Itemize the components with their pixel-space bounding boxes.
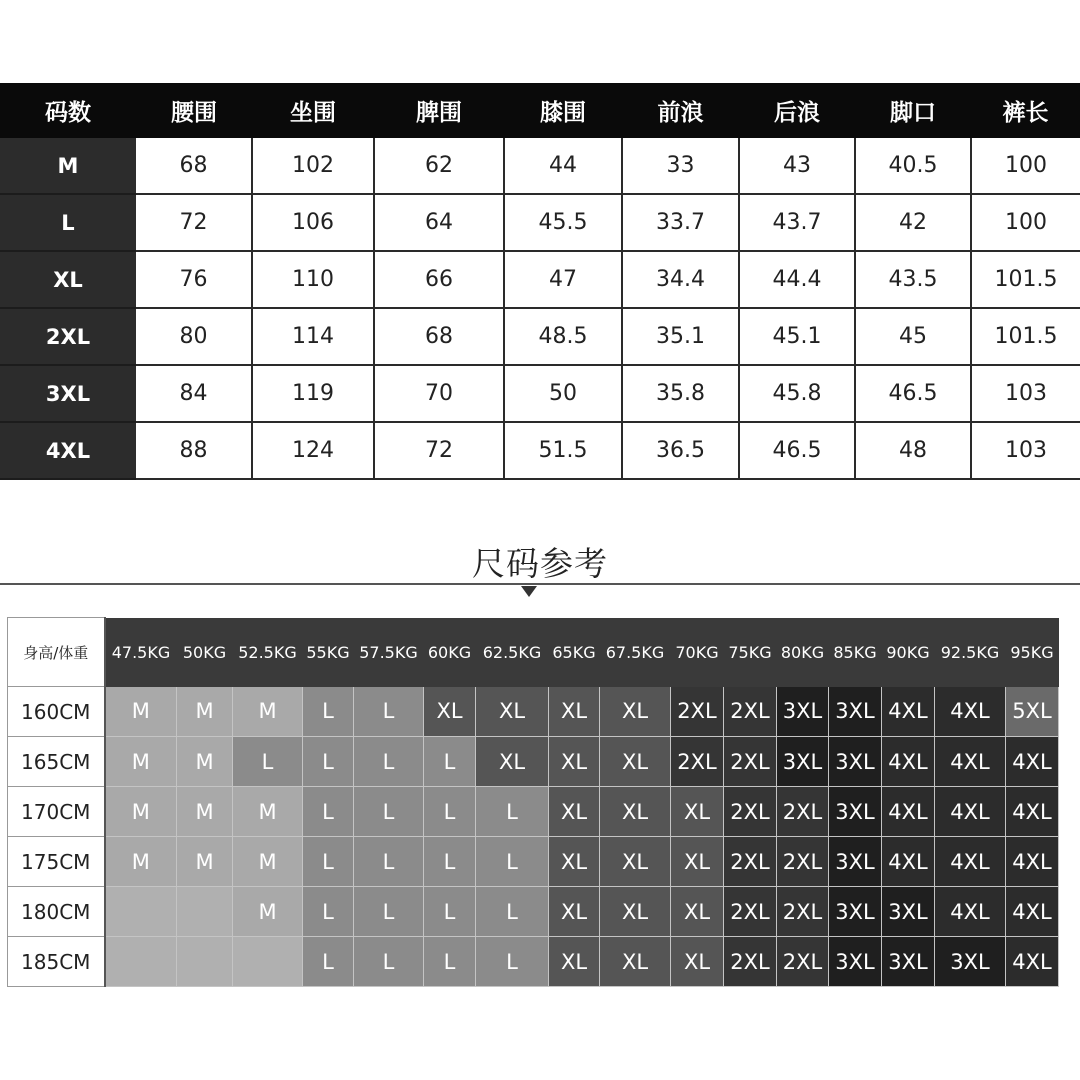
size-reference-title: 尺码参考 — [472, 544, 608, 583]
measurement-cell: 45.5 — [504, 194, 622, 251]
measurement-cell: 46.5 — [855, 365, 971, 422]
size-cell: 2XL — [671, 687, 724, 737]
measurement-header-row — [0, 83, 1080, 138]
measurement-cell: 36.5 — [622, 422, 739, 479]
size-cell — [105, 887, 177, 937]
size-cell: L — [476, 887, 549, 937]
weight-header: 95KG — [1006, 618, 1059, 687]
size-reference-row — [8, 887, 1059, 937]
weight-header: 60KG — [424, 618, 476, 687]
size-cell: L — [303, 887, 354, 937]
weight-header: 75KG — [724, 618, 777, 687]
measurement-cell: 101.5 — [971, 308, 1080, 365]
size-cell: XL — [476, 737, 549, 787]
weight-header: 47.5KG — [105, 618, 177, 687]
size-cell: 3XL — [882, 937, 935, 987]
weight-header: 90KG — [882, 618, 935, 687]
size-cell: 4XL — [1006, 837, 1059, 887]
measurement-cell: 40.5 — [855, 138, 971, 194]
measurement-cell: 42 — [855, 194, 971, 251]
size-cell: 2XL — [724, 737, 777, 787]
measurement-column-header: 前浪 — [622, 83, 739, 138]
measurement-cell: 62 — [374, 138, 504, 194]
measurement-cell: 33 — [622, 138, 739, 194]
size-label: M — [0, 138, 136, 194]
measurement-cell: 44.4 — [739, 251, 855, 308]
size-reference-row — [8, 687, 1059, 737]
size-cell: XL — [549, 837, 600, 887]
weight-header: 67.5KG — [600, 618, 671, 687]
measurement-column-header: 坐围 — [252, 83, 374, 138]
size-reference-grid — [7, 617, 1059, 987]
size-cell: XL — [549, 687, 600, 737]
size-cell: XL — [671, 887, 724, 937]
weight-header: 55KG — [303, 618, 354, 687]
measurement-column-header: 码数 — [0, 83, 136, 138]
weight-header: 52.5KG — [233, 618, 303, 687]
size-cell: XL — [671, 837, 724, 887]
weight-header: 57.5KG — [354, 618, 424, 687]
measurement-cell: 84 — [136, 365, 252, 422]
height-label: 180CM — [8, 887, 105, 937]
size-cell — [177, 937, 233, 987]
height-label: 185CM — [8, 937, 105, 987]
size-cell: XL — [671, 937, 724, 987]
size-cell: 2XL — [724, 837, 777, 887]
size-cell: M — [233, 837, 303, 887]
size-cell: 2XL — [777, 787, 829, 837]
measurement-row — [0, 365, 1080, 422]
weight-header-row — [8, 618, 1059, 687]
measurement-cell: 35.1 — [622, 308, 739, 365]
size-cell: L — [424, 737, 476, 787]
size-cell — [233, 937, 303, 987]
measurement-cell: 43.5 — [855, 251, 971, 308]
size-cell: XL — [424, 687, 476, 737]
size-cell: XL — [600, 837, 671, 887]
measurement-column-header: 腰围 — [136, 83, 252, 138]
size-cell: XL — [549, 737, 600, 787]
measurement-cell: 114 — [252, 308, 374, 365]
size-cell: 2XL — [724, 937, 777, 987]
measurement-cell: 110 — [252, 251, 374, 308]
size-reference-header — [8, 618, 1059, 687]
size-cell: 3XL — [777, 687, 829, 737]
measurement-cell: 44 — [504, 138, 622, 194]
size-cell: 4XL — [935, 837, 1006, 887]
size-cell — [105, 937, 177, 987]
size-cell: 4XL — [882, 737, 935, 787]
measurement-column-header: 后浪 — [739, 83, 855, 138]
size-cell: L — [303, 937, 354, 987]
measurement-cell: 45.1 — [739, 308, 855, 365]
section-divider — [0, 583, 1080, 585]
measurement-cell: 103 — [971, 365, 1080, 422]
size-cell: 3XL — [829, 787, 882, 837]
size-cell: XL — [549, 787, 600, 837]
size-cell: L — [424, 937, 476, 987]
size-cell: 3XL — [777, 737, 829, 787]
measurement-cell: 46.5 — [739, 422, 855, 479]
measurement-cell: 64 — [374, 194, 504, 251]
size-cell: 4XL — [935, 887, 1006, 937]
size-cell — [177, 887, 233, 937]
size-cell: L — [354, 687, 424, 737]
size-cell: XL — [476, 687, 549, 737]
measurement-column-header: 脚口 — [855, 83, 971, 138]
measurement-cell: 45.8 — [739, 365, 855, 422]
measurement-cell: 48.5 — [504, 308, 622, 365]
weight-header: 70KG — [671, 618, 724, 687]
size-cell: M — [233, 887, 303, 937]
size-cell: M — [105, 737, 177, 787]
size-cell: 3XL — [829, 837, 882, 887]
size-cell: XL — [600, 737, 671, 787]
size-cell: M — [177, 837, 233, 887]
measurement-cell: 43 — [739, 138, 855, 194]
weight-header: 50KG — [177, 618, 233, 687]
size-cell: 4XL — [1006, 937, 1059, 987]
measurement-cell: 48 — [855, 422, 971, 479]
measurement-cell: 51.5 — [504, 422, 622, 479]
size-cell: 4XL — [1006, 737, 1059, 787]
measurement-cell: 72 — [136, 194, 252, 251]
measurement-cell: 66 — [374, 251, 504, 308]
size-label: XL — [0, 251, 136, 308]
measurement-cell: 101.5 — [971, 251, 1080, 308]
size-cell: XL — [671, 787, 724, 837]
size-cell: 4XL — [935, 737, 1006, 787]
measurement-column-header: 膝围 — [504, 83, 622, 138]
measurement-cell: 50 — [504, 365, 622, 422]
size-label: L — [0, 194, 136, 251]
weight-header: 65KG — [549, 618, 600, 687]
weight-header: 80KG — [777, 618, 829, 687]
measurement-cell: 68 — [136, 138, 252, 194]
size-cell: 4XL — [1006, 887, 1059, 937]
measurement-cell: 106 — [252, 194, 374, 251]
size-reference-body — [8, 687, 1059, 987]
size-cell: L — [354, 787, 424, 837]
measurement-cell: 76 — [136, 251, 252, 308]
size-cell: L — [354, 887, 424, 937]
size-cell: 2XL — [777, 837, 829, 887]
size-reference-row — [8, 737, 1059, 787]
size-cell: L — [476, 837, 549, 887]
size-cell: 2XL — [724, 687, 777, 737]
size-cell: L — [303, 787, 354, 837]
size-label: 4XL — [0, 422, 136, 479]
size-cell: 5XL — [1006, 687, 1059, 737]
size-cell: 3XL — [829, 737, 882, 787]
weight-header: 85KG — [829, 618, 882, 687]
measurement-cell: 70 — [374, 365, 504, 422]
size-cell: 3XL — [935, 937, 1006, 987]
size-cell: M — [177, 737, 233, 787]
measurement-cell: 68 — [374, 308, 504, 365]
size-reference-row — [8, 787, 1059, 837]
size-cell: 4XL — [935, 787, 1006, 837]
measurement-row — [0, 308, 1080, 365]
size-cell: 2XL — [777, 937, 829, 987]
measurement-cell: 103 — [971, 422, 1080, 479]
size-cell: M — [105, 837, 177, 887]
size-cell: L — [354, 937, 424, 987]
measurement-cell: 102 — [252, 138, 374, 194]
measurement-cell: 100 — [971, 138, 1080, 194]
measurement-row — [0, 138, 1080, 194]
measurement-column-header: 脾围 — [374, 83, 504, 138]
size-cell: L — [476, 937, 549, 987]
size-cell: L — [354, 837, 424, 887]
size-label: 2XL — [0, 308, 136, 365]
size-cell: L — [303, 737, 354, 787]
size-cell: M — [177, 787, 233, 837]
measurement-cell: 45 — [855, 308, 971, 365]
size-cell: L — [424, 837, 476, 887]
size-reference-row — [8, 837, 1059, 887]
size-cell: XL — [600, 787, 671, 837]
measurement-table — [0, 83, 1080, 480]
size-cell: M — [105, 787, 177, 837]
size-cell: 2XL — [724, 887, 777, 937]
measurement-cell: 88 — [136, 422, 252, 479]
size-cell: L — [476, 787, 549, 837]
size-cell: 4XL — [935, 687, 1006, 737]
size-cell: XL — [549, 937, 600, 987]
size-cell: 4XL — [882, 837, 935, 887]
measurement-body — [0, 138, 1080, 479]
size-cell: 2XL — [724, 787, 777, 837]
measurement-cell: 72 — [374, 422, 504, 479]
measurement-column-header: 裤长 — [971, 83, 1080, 138]
size-cell: XL — [549, 887, 600, 937]
height-label: 165CM — [8, 737, 105, 787]
measurement-cell: 47 — [504, 251, 622, 308]
size-cell: XL — [600, 687, 671, 737]
size-cell: 3XL — [829, 687, 882, 737]
size-reference-row — [8, 937, 1059, 987]
size-cell: 4XL — [1006, 787, 1059, 837]
size-cell: 3XL — [829, 887, 882, 937]
size-label: 3XL — [0, 365, 136, 422]
weight-header: 92.5KG — [935, 618, 1006, 687]
corner-label: 身高/体重 — [8, 618, 105, 687]
measurement-cell: 34.4 — [622, 251, 739, 308]
measurement-row — [0, 194, 1080, 251]
size-cell: M — [233, 787, 303, 837]
size-cell: M — [233, 687, 303, 737]
measurement-cell: 80 — [136, 308, 252, 365]
size-cell: XL — [600, 937, 671, 987]
size-cell: 4XL — [882, 687, 935, 737]
size-cell: L — [354, 737, 424, 787]
measurement-header — [0, 83, 1080, 138]
measurement-cell: 124 — [252, 422, 374, 479]
height-label: 175CM — [8, 837, 105, 887]
measurement-cell: 33.7 — [622, 194, 739, 251]
size-cell: XL — [600, 887, 671, 937]
down-arrow-icon — [521, 586, 537, 597]
size-cell: 4XL — [882, 787, 935, 837]
measurement-cell: 100 — [971, 194, 1080, 251]
size-cell: 3XL — [829, 937, 882, 987]
size-cell: 3XL — [882, 887, 935, 937]
size-cell: M — [105, 687, 177, 737]
size-cell: 2XL — [777, 887, 829, 937]
height-label: 160CM — [8, 687, 105, 737]
size-cell: M — [177, 687, 233, 737]
height-label: 170CM — [8, 787, 105, 837]
size-cell: 2XL — [671, 737, 724, 787]
weight-header: 62.5KG — [476, 618, 549, 687]
measurement-cell: 119 — [252, 365, 374, 422]
size-cell: L — [303, 837, 354, 887]
size-cell: L — [424, 787, 476, 837]
measurement-row — [0, 251, 1080, 308]
size-cell: L — [303, 687, 354, 737]
measurement-row — [0, 422, 1080, 479]
size-cell: L — [233, 737, 303, 787]
measurement-cell: 35.8 — [622, 365, 739, 422]
size-cell: L — [424, 887, 476, 937]
measurement-cell: 43.7 — [739, 194, 855, 251]
